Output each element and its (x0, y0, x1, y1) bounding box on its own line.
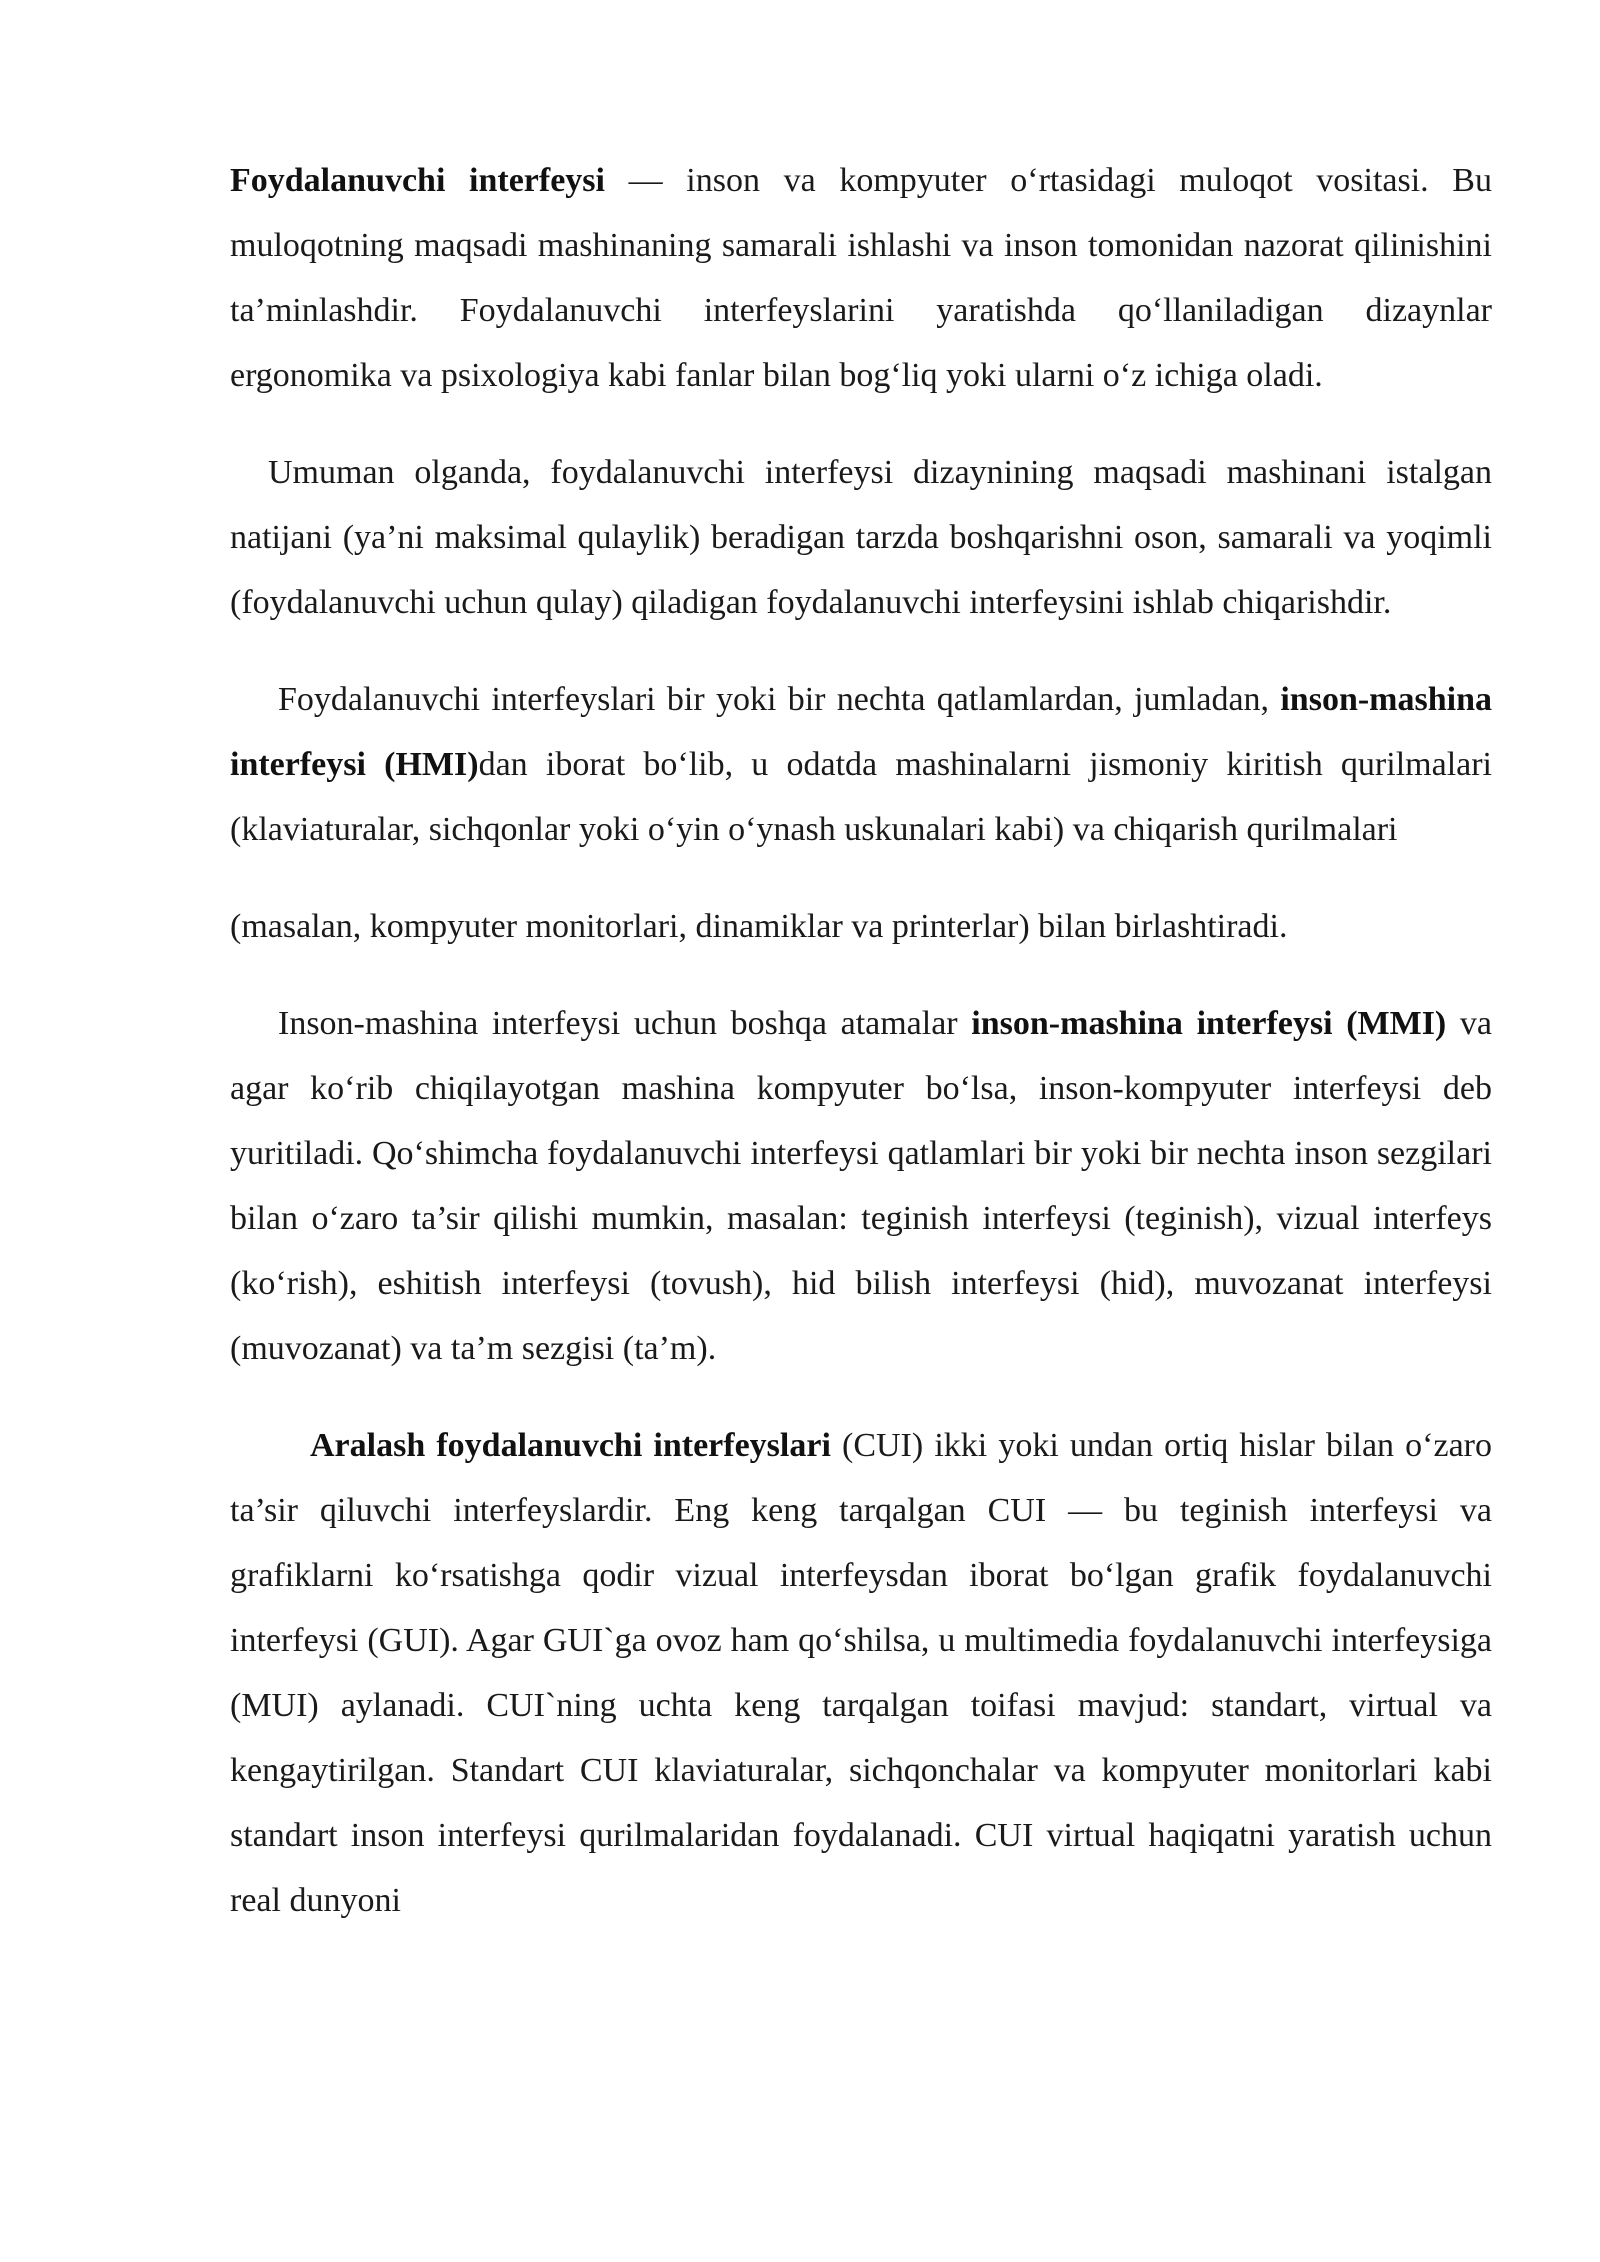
paragraph-composite-ui (230, 1413, 1492, 1933)
term-aralash-interfeyslar: Aralash foydalanuvchi interfeyslari (310, 1427, 831, 1464)
paragraph-ui-layers (230, 667, 1492, 862)
paragraph-text: Foydalanuvchi interfeyslari bir yoki bir nechta qatlamlardan, jumladan, (278, 681, 1281, 718)
paragraph-text: va agar ko‘rib chiqilayotgan mashina kompyuter bo‘lsa, inson-kompyuter interfeysi deb yuritiladi. Qo‘shimcha foydalanuvchi interfeysi qatlamlari bir yoki bir nechta inson sezgilari bilan o‘zaro ta’sir qilishi mumkin, masalan: teginish interfeysi (teginish), vizual interfeys (ko‘rish), eshitish interfeysi (tovush), hid bilish interfeysi (hid), muvozanat interfeysi (muvozanat) va ta’m sezgisi (ta’m). (230, 1005, 1492, 1367)
term-mmi: inson-mashina interfeysi (MMI) (971, 1005, 1447, 1042)
paragraph-text: dan iborat bo‘lib, u odatda mashinalarni jismoniy kiritish qurilmalari (klaviaturalar, sichqonlar yoki o‘yin o‘ynash uskunalari kabi) va chiqarish qurilmalari (230, 746, 1492, 848)
paragraph-text: (masalan, kompyuter monitorlari, dinamiklar va printerlar) bilan birlashtiradi. (230, 908, 1288, 945)
paragraph-text: — inson va kompyuter o‘rtasidagi muloqot vositasi. Bu muloqotning maqsadi mashinaning samarali ishlashi va inson tomonidan nazorat qilinishini ta’minlashdir. Foydalanuvchi interfeyslarini yaratishda qo‘llaniladigan dizaynlar ergonomika va psixologiya kabi fanlar bilan bog‘liq yoki ularni o‘z ichiga oladi. (230, 162, 1492, 394)
term-foydalanuvchi-interfeysi: Foydalanuvchi interfeysi (230, 162, 605, 199)
paragraph-mmi-terms (230, 991, 1492, 1381)
paragraph-ui-definition (230, 148, 1492, 408)
term-hmi: inson-mashina interfeysi (HMI) (230, 681, 1492, 783)
paragraph-text: Inson-mashina interfeysi uchun boshqa atamalar (278, 1005, 972, 1042)
document-body (230, 148, 1492, 1933)
paragraph-text: (CUI) ikki yoki undan ortiq hislar bilan o‘zaro ta’sir qiluvchi interfeyslardir. Eng keng tarqalgan CUI — bu teginish interfeysi va grafiklarni ko‘rsatishga qodir vizual interfeysdan iborat bo‘lgan grafik foydalanuvchi interfeysi (GUI). Agar GUI`ga ovoz ham qo‘shilsa, u multimedia foydalanuvchi interfeysiga (MUI) aylanadi. CUI`ning uchta keng tarqalgan toifasi mavjud: standart, virtual va kengaytirilgan. Standart CUI klaviaturalar, sichqonchalar va kompyuter monitorlari kabi standart inson interfeysi qurilmalaridan foydalanadi. CUI virtual haqiqatni yaratish uchun real dunyoni (230, 1427, 1492, 1919)
paragraph-text: Umuman olganda, foydalanuvchi interfeysi dizaynining maqsadi mashinani istalgan natijani (ya’ni maksimal qulaylik) beradigan tarzda boshqarishni oson, samarali va yoqimli (foydalanuvchi uchun qulay) qiladigan foydalanuvchi interfeysini ishlab chiqarishdir. (230, 454, 1492, 621)
paragraph-ui-design-goal (230, 440, 1492, 635)
paragraph-output-devices (230, 894, 1492, 959)
